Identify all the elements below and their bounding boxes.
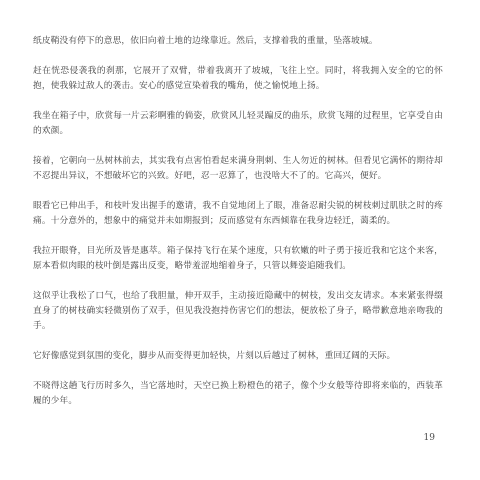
paragraph: 接着，它朝向一丛树林前去，其实我有点害怕看起来满身荆刺、生人勿近的树林。但看见它满怀的期待却不忍提出异议，不想破坏它的兴致。好吧，忍一忍算了，也没啥大不了的。它高兴，便好。 (33, 156, 443, 181)
page-number: 19 (423, 433, 435, 443)
paragraph: 这似乎让我松了口气，也给了我胆量，伸开双手，主动接近隐藏中的树枝，发出交友请求。本来紧张得缀直身了的树枝确实轻微别伤了双手，但见我没抱持伤害它们的想法，便放松了身子，略带歉意地亲吻我的手。 (33, 291, 443, 331)
paragraph: 纸皮鞘没有停下的意思，依旧向着土地的边缘靠近。然后，支撑着我的重量，坠落坡城。 (33, 36, 378, 46)
paragraph: 眼看它已伸出手，和枝叶发出握手的邀请，我不自觉地闭上了眼，准备忍耐尖锐的树枝刺过肌肤之时的疼痛。十分意外的，想象中的痛觉并未如期报到；反而感觉有东西倾靠在我身边轻迁，蔼柔的。 (33, 201, 443, 226)
paragraph: 赶在恍恐侵袭我的刹那，它展开了双臂，带着我离开了坡城，飞往上空。同时，将我拥入安全的它的怀抱，使我躲过敌人的袭击。安心的感觉宣染着我的嘴角，使之愉悦地上扬。 (33, 66, 443, 91)
paragraph: 我坐在箱子中，欣赏每一片云彩啊雅的倘姿，欣赏风儿轻灵蹁反的曲乐，欣赏飞翔的过程里，它享受自由的欢颜。 (33, 111, 443, 136)
paragraph: 不晓得这趟飞行历时多久，当它落地时，天空已换上粉橙色的裙子，像个少女般等待即将来临的，西装革履的少年。 (33, 381, 443, 406)
paragraph: 它好像感觉到氛围的变化，脚步从而变得更加轻快，片刻以后越过了树林，重回辽阔的天际。 (33, 351, 396, 361)
page-body-text (33, 34, 443, 409)
paragraph: 我拉开眼脊，目光所及皆是惠萃。箱子保持飞行在某个速度，只有软嫩的叶子勇于接近我和它这个来客，原本看似肉眼的枝叶倒是露出反变，略带羞涩地缩着身子，只管以舞姿追随我们。 (33, 246, 443, 271)
